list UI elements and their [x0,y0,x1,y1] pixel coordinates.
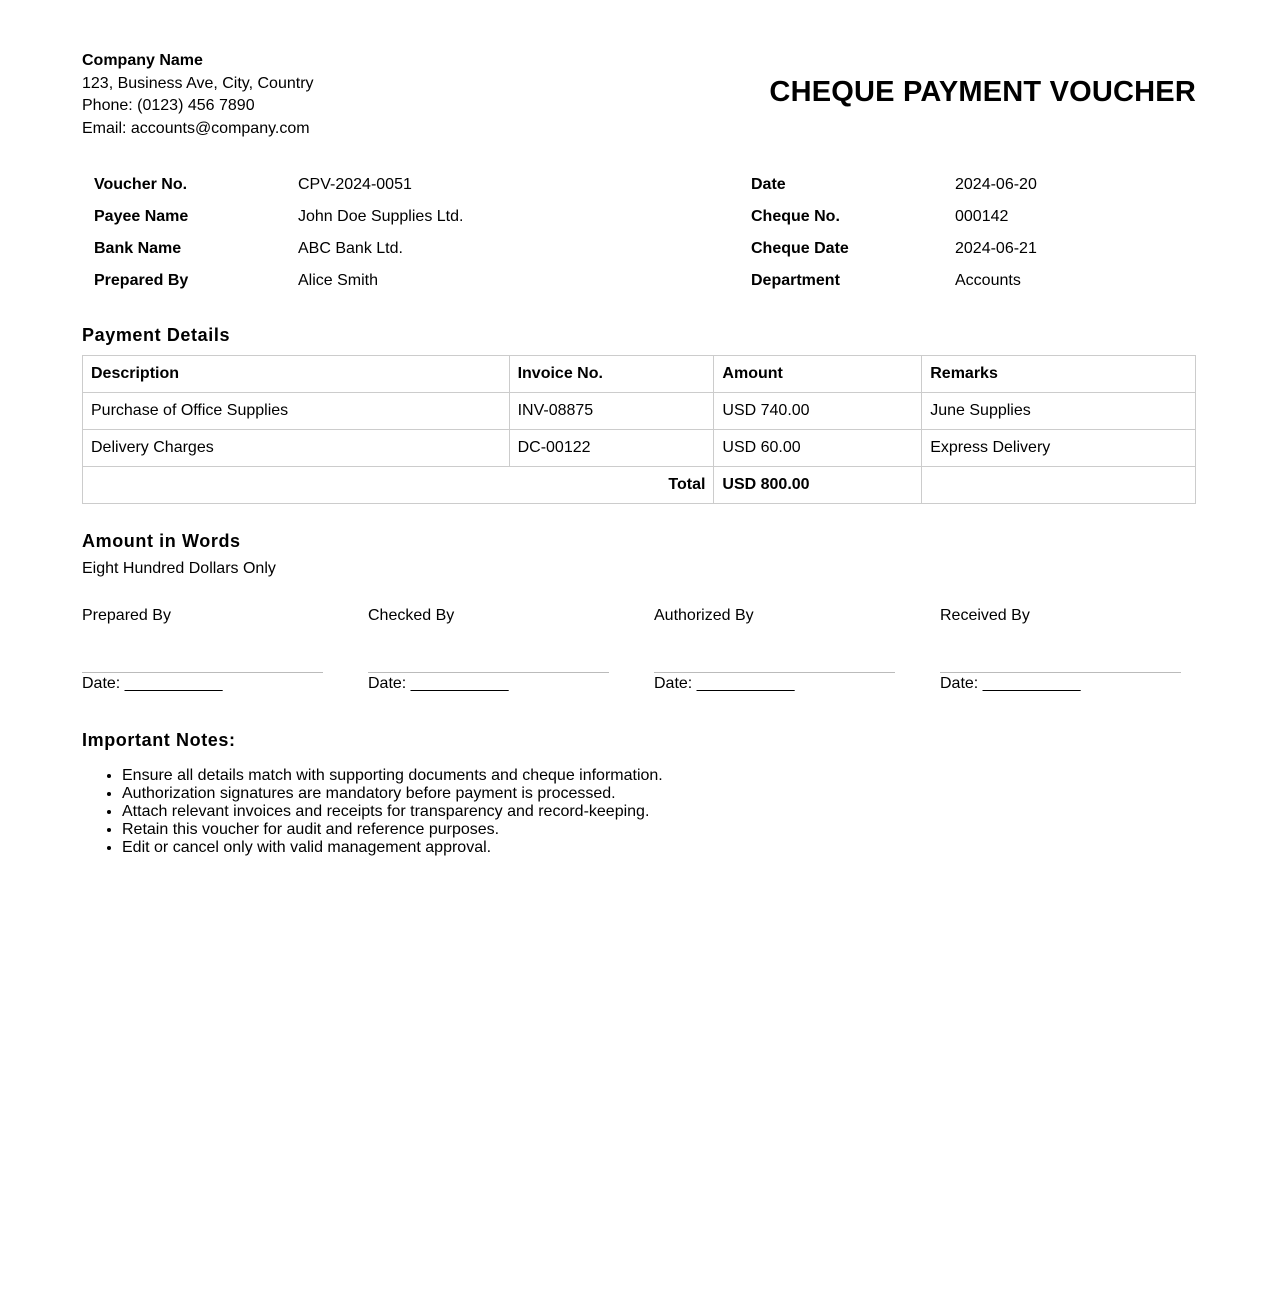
important-notes-heading: Important Notes: [82,730,236,750]
date-value: 2024-06-20 [955,176,1037,193]
voucher-no-label: Voucher No. [94,176,188,193]
cheque-no-label: Cheque No. [751,208,840,225]
cheque-no-value: 000142 [955,208,1009,225]
payment-details-heading: Payment Details [82,325,231,345]
company-block [82,50,314,140]
important-notes-list [82,767,663,857]
cell-remarks: Express Delivery [922,430,1196,467]
company-address: 123, Business Ave, City, Country [82,74,314,92]
signature-role: Prepared By [82,607,171,624]
signature-received-by [940,607,1181,692]
cheque-date-label: Cheque Date [751,240,849,257]
prepared-by-value: Alice Smith [298,272,379,289]
amount-in-words-heading: Amount in Words [82,531,241,551]
column-header-amount: Amount [714,356,922,393]
department-label: Department [751,272,840,289]
company-name: Company Name [82,52,203,69]
voucher-no-value: CPV-2024-0051 [298,176,412,193]
column-header-invoice: Invoice No. [509,356,714,393]
column-header-description: Description [83,356,510,393]
payee-label: Payee Name [94,208,189,225]
cell-invoice: INV-08875 [509,393,714,430]
payee-value: John Doe Supplies Ltd. [298,208,464,225]
signature-checked-by [368,607,609,692]
cell-description: Purchase of Office Supplies [83,393,510,430]
company-email: Email: accounts@company.com [82,119,310,137]
voucher-title: CHEQUE PAYMENT VOUCHER [769,76,1196,108]
signature-line [82,672,323,673]
signature-date: Date: ___________ [82,675,223,692]
signature-line [654,672,895,673]
list-item: • Authorization signatures are mandatory before payment is processed. [122,785,663,803]
signature-prepared-by [82,607,323,692]
bank-value: ABC Bank Ltd. [298,240,403,257]
payment-details-table [82,355,1196,504]
department-value: Accounts [955,272,1021,289]
info-row [82,234,1196,266]
signature-authorized-by [654,607,895,692]
total-remarks-cell [922,467,1196,504]
table-header-row [83,356,1196,393]
signature-role: Checked By [368,607,455,624]
signature-date: Date: ___________ [368,675,509,692]
table-row [83,393,1196,430]
cell-amount: USD 60.00 [714,430,922,467]
info-row [82,202,1196,234]
signature-role: Received By [940,607,1030,624]
cell-remarks: June Supplies [922,393,1196,430]
amount-in-words-text: Eight Hundred Dollars Only [82,560,276,577]
signature-date: Date: ___________ [654,675,795,692]
column-header-remarks: Remarks [922,356,1196,393]
signature-role: Authorized By [654,607,754,624]
total-label: Total [83,467,714,504]
table-total-row [83,467,1196,504]
company-phone: Phone: (0123) 456 7890 [82,97,255,114]
bank-label: Bank Name [94,240,182,257]
cell-amount: USD 740.00 [714,393,922,430]
info-row [82,266,1196,298]
signature-date: Date: ___________ [940,675,1081,692]
cell-invoice: DC-00122 [509,430,714,467]
voucher-page [82,50,1196,856]
list-item: • Retain this voucher for audit and reference purposes. [122,821,663,839]
cell-description: Delivery Charges [83,430,510,467]
list-item: • Edit or cancel only with valid management approval. [122,839,663,857]
signature-line [940,672,1181,673]
voucher-info-grid [82,170,1196,298]
cheque-date-value: 2024-06-21 [955,240,1037,257]
prepared-by-label: Prepared By [94,272,189,289]
date-label: Date [751,176,786,193]
signature-line [368,672,609,673]
table-row [83,430,1196,467]
list-item: • Attach relevant invoices and receipts for transparency and record-keeping. [122,803,663,821]
list-item: • Ensure all details match with supporting documents and cheque information. [122,767,663,785]
info-row [82,170,1196,202]
total-value: USD 800.00 [714,467,922,504]
voucher-header [82,50,1196,150]
